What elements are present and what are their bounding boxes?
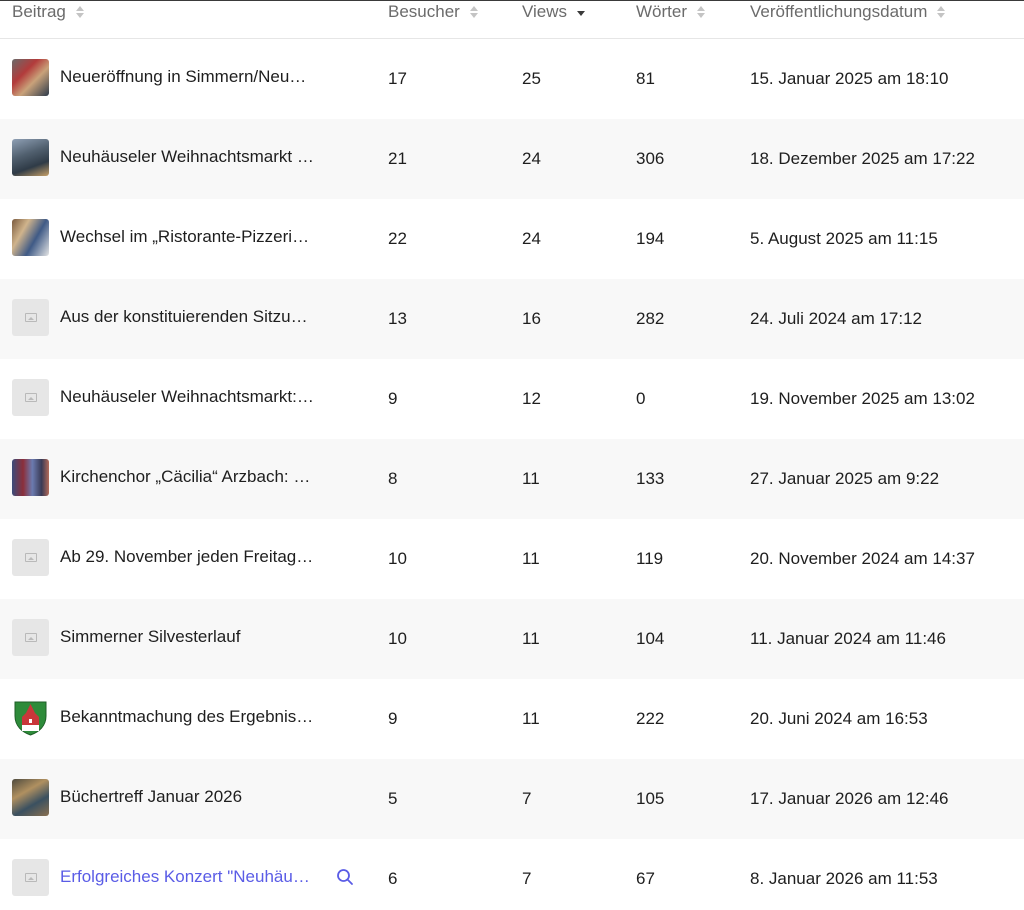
sort-icon bbox=[697, 5, 705, 19]
table-row[interactable] bbox=[0, 119, 1024, 199]
visitors-count: 17 bbox=[388, 69, 407, 88]
publish-date: 15. Januar 2025 am 18:10 bbox=[750, 69, 949, 88]
views-count: 7 bbox=[522, 789, 532, 808]
column-header-woerter[interactable] bbox=[636, 1, 705, 23]
table-row[interactable] bbox=[0, 519, 1024, 599]
visitors-count: 21 bbox=[388, 149, 407, 168]
visitors-count: 10 bbox=[388, 549, 407, 568]
column-label: Veröffentlichungsdatum bbox=[750, 2, 928, 21]
column-header-besucher[interactable] bbox=[388, 1, 478, 23]
search-icon[interactable] bbox=[336, 868, 354, 886]
post-title[interactable]: Neuhäuseler Weihnachtsmarkt … bbox=[60, 147, 314, 166]
table-row[interactable] bbox=[0, 39, 1024, 119]
views-count: 24 bbox=[522, 149, 541, 168]
visitors-count: 8 bbox=[388, 469, 398, 488]
post-title[interactable]: Ab 29. November jeden Freitag… bbox=[60, 547, 314, 566]
word-count: 81 bbox=[636, 69, 655, 88]
publish-date: 27. Januar 2025 am 9:22 bbox=[750, 469, 940, 488]
word-count: 133 bbox=[636, 469, 665, 488]
table-header bbox=[0, 1, 1024, 39]
table-row[interactable] bbox=[0, 279, 1024, 359]
views-count: 24 bbox=[522, 229, 541, 248]
table-row[interactable] bbox=[0, 599, 1024, 679]
publish-date: 20. Juni 2024 am 16:53 bbox=[750, 709, 928, 728]
post-thumbnail bbox=[12, 139, 49, 176]
publish-date: 24. Juli 2024 am 17:12 bbox=[750, 309, 923, 328]
publish-date: 20. November 2024 am 14:37 bbox=[750, 549, 975, 568]
views-count: 12 bbox=[522, 389, 541, 408]
post-title-link[interactable]: Erfolgreiches Konzert "Neuhäu… bbox=[60, 867, 310, 886]
column-label: Beitrag bbox=[12, 2, 66, 21]
column-label: Besucher bbox=[388, 2, 460, 21]
coat-of-arms-icon bbox=[12, 699, 49, 736]
publish-date: 18. Dezember 2025 am 17:22 bbox=[750, 149, 975, 168]
column-header-beitrag[interactable] bbox=[12, 1, 84, 23]
views-count: 25 bbox=[522, 69, 541, 88]
post-title[interactable]: Simmerner Silvesterlauf bbox=[60, 627, 241, 646]
table-row[interactable] bbox=[0, 439, 1024, 519]
word-count: 194 bbox=[636, 229, 665, 248]
table-row[interactable] bbox=[0, 759, 1024, 839]
word-count: 67 bbox=[636, 869, 655, 888]
placeholder-image-icon bbox=[12, 379, 49, 416]
visitors-count: 9 bbox=[388, 709, 398, 728]
post-thumbnail bbox=[12, 219, 49, 256]
post-title[interactable]: Wechsel im „Ristorante-Pizzeri… bbox=[60, 227, 310, 246]
visitors-count: 9 bbox=[388, 389, 398, 408]
word-count: 119 bbox=[636, 549, 664, 568]
views-count: 16 bbox=[522, 309, 541, 328]
table-row[interactable] bbox=[0, 839, 1024, 910]
publish-date: 5. August 2025 am 11:15 bbox=[750, 229, 938, 248]
post-title[interactable]: Neueröffnung in Simmern/Neu… bbox=[60, 67, 307, 86]
column-label: Views bbox=[522, 2, 568, 21]
views-count: 11 bbox=[522, 549, 540, 568]
table-row[interactable] bbox=[0, 359, 1024, 439]
post-title[interactable]: Bekanntmachung des Ergebnis… bbox=[60, 707, 314, 726]
post-title[interactable]: Aus der konstituierenden Sitzu… bbox=[60, 307, 308, 326]
sort-icon bbox=[470, 5, 478, 19]
word-count: 282 bbox=[636, 309, 665, 328]
views-count: 11 bbox=[522, 629, 540, 648]
visitors-count: 5 bbox=[388, 789, 398, 808]
views-count: 11 bbox=[522, 469, 540, 488]
sort-icon bbox=[76, 5, 84, 19]
visitors-count: 22 bbox=[388, 229, 407, 248]
column-label: Wörter bbox=[636, 2, 687, 21]
views-count: 11 bbox=[522, 709, 540, 728]
table-body bbox=[0, 39, 1024, 910]
visitors-count: 13 bbox=[388, 309, 407, 328]
table-row[interactable] bbox=[0, 679, 1024, 759]
column-header-views[interactable] bbox=[522, 1, 585, 23]
publish-date: 8. Januar 2026 am 11:53 bbox=[750, 869, 938, 888]
post-title[interactable]: Neuhäuseler Weihnachtsmarkt:… bbox=[60, 387, 314, 406]
placeholder-image-icon bbox=[12, 539, 49, 576]
post-thumbnail bbox=[12, 59, 49, 96]
post-title[interactable]: Kirchenchor „Cäcilia“ Arzbach: … bbox=[60, 467, 311, 486]
views-count: 7 bbox=[522, 869, 532, 888]
publish-date: 11. Januar 2024 am 11:46 bbox=[750, 629, 946, 648]
visitors-count: 6 bbox=[388, 869, 398, 888]
publish-date: 17. Januar 2026 am 12:46 bbox=[750, 789, 949, 808]
sort-descending-icon bbox=[577, 11, 585, 16]
placeholder-image-icon bbox=[12, 619, 49, 656]
word-count: 0 bbox=[636, 389, 646, 408]
word-count: 222 bbox=[636, 709, 665, 728]
publish-date: 19. November 2025 am 13:02 bbox=[750, 389, 975, 408]
word-count: 105 bbox=[636, 789, 665, 808]
placeholder-image-icon bbox=[12, 299, 49, 336]
word-count: 104 bbox=[636, 629, 665, 648]
word-count: 306 bbox=[636, 149, 665, 168]
visitors-count: 10 bbox=[388, 629, 407, 648]
table-row[interactable] bbox=[0, 199, 1024, 279]
post-thumbnail bbox=[12, 459, 49, 496]
post-title[interactable]: Büchertreff Januar 2026 bbox=[60, 787, 243, 806]
placeholder-image-icon bbox=[12, 859, 49, 896]
column-header-datum[interactable] bbox=[750, 1, 945, 23]
sort-icon bbox=[937, 5, 945, 19]
post-thumbnail bbox=[12, 779, 49, 816]
